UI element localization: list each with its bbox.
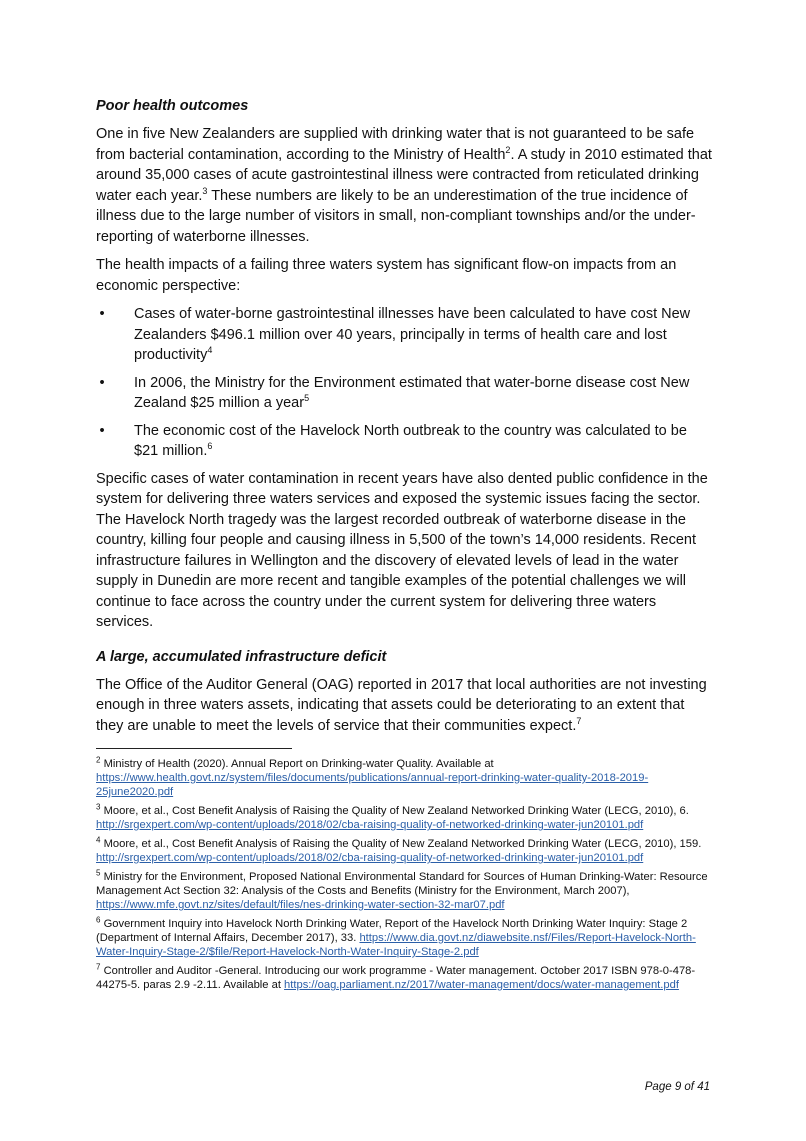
footnote-ref-4[interactable]: 4 [207,345,213,356]
footnote-ref-2[interactable]: 2 [505,144,511,155]
footnote-text: Moore, et al., Cost Benefit Analysis of Raising the Quality of New Zealand Networked Drinking Water (LECG, 2010), 159. [103,838,702,850]
paragraph-text: The Office of the Auditor General (OAG) reported in 2017 that local authorities are not investing enough in three waters assets, indicating that assets could be deteriorating to an extent that they are unable to meet the levels of service that their communities expect. [96,676,707,734]
paragraph-economic-impacts: The health impacts of a failing three waters system has significant flow-on impacts from an economic perspective: [96,257,677,294]
footnote-ref-3[interactable]: 3 [202,185,208,196]
paragraph-health-intro [96,124,712,247]
footnote-number: 7 [96,962,101,972]
document-page [96,96,712,997]
footnote-6 [96,917,712,959]
footnote-5 [96,870,712,912]
page-number: Page 9 of 41 [644,1081,710,1093]
bullet-icon: • [99,422,105,439]
footnote-text: Government Inquiry into Havelock North Drinking Water, Report of the Havelock North Drinking Water Inquiry: Stage 2 (Department of Internal Affairs, December 2017), 33. [96,918,688,944]
list-item-text: Cases of water-borne gastrointestinal illnesses have been calculated to have cost New Zealanders $496.1 million over 40 years, principally in terms of health care and lost productivity [134,306,691,363]
footnote-text: Ministry for the Environment, Proposed National Environmental Standard for Sources of Human Drinking-Water: Resource Management Act Section 32: Analysis of the Costs and Benefits (Ministry for the Environment, March 2007), [96,871,708,897]
list-item-text: The economic cost of the Havelock North outbreak to the country was calculated to be $21 million. [134,422,687,459]
footnote-link[interactable]: https://www.dia.govt.nz/diawebsite.nsf/Files/Report-Havelock-North-Water-Inquiry-Stage-2/$file/Report-Havelock-North-Water-Inquiry-Stage-2.pdf [96,932,696,958]
footnote-link[interactable]: https://www.health.govt.nz/system/files/documents/publications/annual-report-drinking-water-quality-2018-2019-25june2020.pdf [96,772,649,798]
footnote-link[interactable]: https://oag.parliament.nz/2017/water-management/docs/water-management.pdf [284,979,679,991]
footnote-number: 6 [96,915,101,925]
footnote-ref-6[interactable]: 6 [207,441,213,452]
list-item [96,421,712,462]
list-item [96,373,712,414]
footnote-text: Ministry of Health (2020). Annual Report on Drinking-water Quality. Available at [103,758,494,770]
bullet-icon: • [99,306,105,322]
footnote-number: 2 [96,755,101,765]
paragraph-water-contamination: Specific cases of water contamination in recent years have also dented public confidence in the system for delivering three waters services and exposed the systemic issues facing the sector. The Havelock North tragedy was the largest recorded outbreak of waterborne disease in the country, killing four people and causing illness in 5,500 of the town’s 14,000 residents. Recent infrastructure failures in Wellington and the discovery of elevated levels of lead in the water supply in Dunedin are more recent and tangible examples of the potential challenges we will continue to face across the country under the current system for delivering three waters services. [96,470,708,630]
footnote-ref-7[interactable]: 7 [576,715,582,726]
list-item [96,304,712,366]
bullet-list [96,304,712,462]
footnote-number: 4 [96,835,101,845]
footnote-4 [96,837,712,865]
footnote-number: 5 [96,868,101,878]
footnote-7 [96,964,712,992]
footnotes [96,757,712,992]
paragraph-text: These numbers are likely to be an underestimation of the true incidence of illness due to the large number of visitors in small, non-compliant townships and/or the under-reporting of waterborne illnesses. [96,187,696,245]
footnote-number: 3 [96,802,101,812]
footnote-link[interactable]: http://srgexpert.com/wp-content/uploads/2018/02/cba-raising-quality-of-networked-drinking-water-jun20101.pdf [96,819,644,831]
section-heading-poor-health: Poor health outcomes [96,98,249,114]
list-item-text: In 2006, the Ministry for the Environment estimated that water-borne disease cost New Zealand $25 million a year [134,374,690,411]
footnote-separator [96,748,292,749]
footnote-3 [96,804,712,832]
footnote-text: Controller and Auditor -General. Introducing our work programme - Water management. October 2017 ISBN 978-0-478-44275-5. paras 2.9 -2.11. Available at [96,965,696,991]
footnote-2 [96,757,712,799]
footnote-ref-5[interactable]: 5 [304,393,310,404]
bullet-icon: • [99,374,105,391]
section-heading-infrastructure-deficit: A large, accumulated infrastructure deficit [96,648,387,665]
paragraph-oag-report [96,675,712,737]
paragraph-text: . A study in 2010 estimated that around 35,000 cases of acute gastrointestinal illness were contracted from reticulated drinking water each year. [96,146,712,204]
footnote-link[interactable]: http://srgexpert.com/wp-content/uploads/2018/02/cba-raising-quality-of-networked-drinking-water-jun20101.pdf [96,852,644,864]
paragraph-text: One in five New Zealanders are supplied with drinking water that is not guaranteed to be safe from bacterial contamination, according to the Ministry of Health [96,126,695,163]
footnote-text: Moore, et al., Cost Benefit Analysis of Raising the Quality of New Zealand Networked Drinking Water (LECG, 2010), 6. [103,805,689,817]
footnote-link[interactable]: https://www.mfe.govt.nz/sites/default/files/nes-drinking-water-section-32-mar07.pdf [96,899,505,911]
